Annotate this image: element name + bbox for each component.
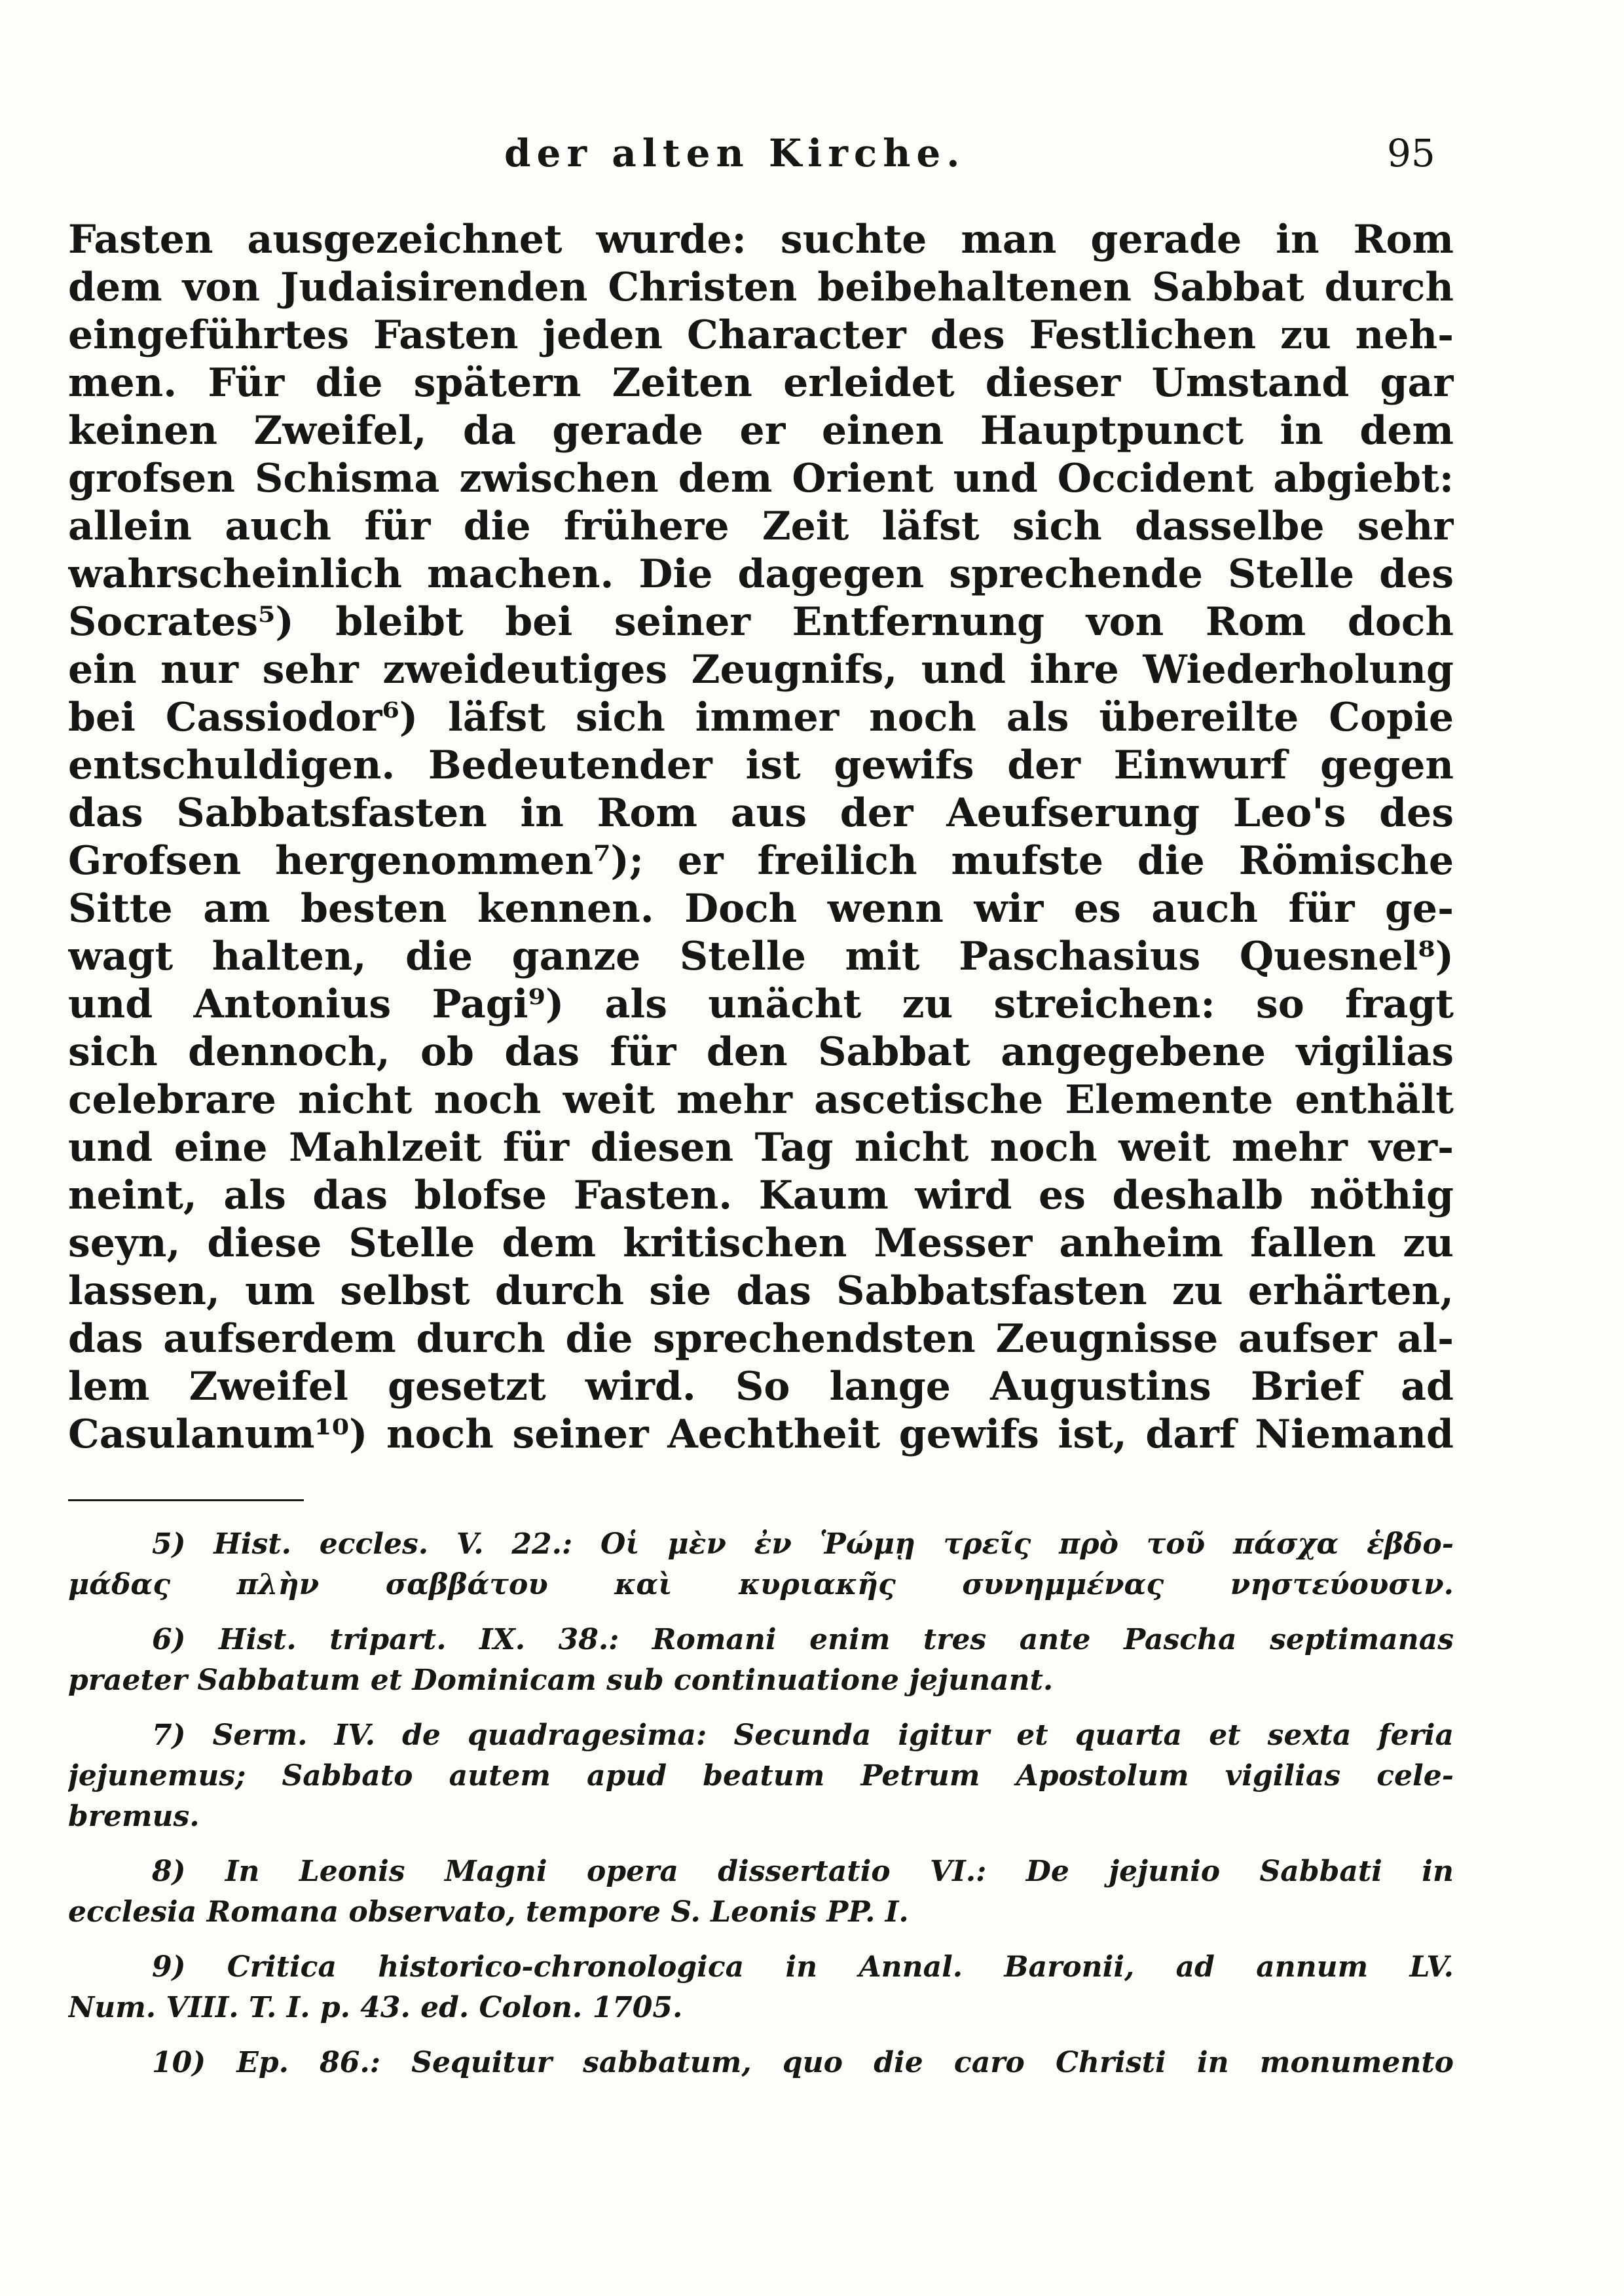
page-number: 95 [1387, 131, 1435, 175]
text-line: das Sabbatsfasten in Rom aus der Aeufserung Leo's des [68, 790, 1454, 836]
footnote-separator [68, 1499, 304, 1501]
text-line: Sitte am besten kennen. Doch wenn wir es auch für ge- [68, 886, 1454, 932]
text-line: dem von Judaisirenden Christen beibehaltenen Sabbat durch [68, 264, 1454, 310]
text-line: Socrates⁵) bleibt bei seiner Entfernung von Rom doch [68, 599, 1454, 645]
footnotes [68, 1524, 1454, 2098]
footnote-line: 8) In Leonis Magni opera dissertatio VI.: De jejunio Sabbati in [152, 1855, 1454, 1888]
text-line: eingeführtes Fasten jeden Character des Festlichen zu neh- [68, 312, 1454, 358]
footnote-line: 5) Hist. eccles. V. 22.: Οἱ μὲν ἐν Ῥώμῃ τρεῖς πρὸ τοῦ πάσχα ἑβδο- [152, 1527, 1454, 1561]
footnote-7 [68, 1715, 1454, 1837]
footnote-line: Num. VIII. T. I. p. 43. ed. Colon. 1705. [68, 1991, 683, 2024]
text-line: allein auch für die frühere Zeit läfst sich dasselbe sehr [68, 503, 1454, 549]
text-line: celebrare nicht noch weit mehr ascetische Elemente enthält [68, 1077, 1454, 1123]
text-line: Grofsen hergenommen⁷); er freilich mufste die Römische [68, 838, 1454, 884]
text-line: men. Für die spätern Zeiten erleidet dieser Umstand gar [68, 360, 1454, 406]
text-line: neint, als das blofse Fasten. Kaum wird es deshalb nöthig [68, 1173, 1454, 1218]
text-line: wagt halten, die ganze Stelle mit Paschasius Quesnel⁸) [68, 934, 1454, 979]
main-text [68, 216, 1454, 1459]
footnote-8 [68, 1851, 1454, 1933]
footnote-line: 10) Ep. 86.: Sequitur sabbatum, quo die caro Christi in monumento [152, 2046, 1454, 2079]
footnote-line: 9) Critica historico-chronologica in Annal. Baronii, ad annum LV. [152, 1950, 1454, 1984]
text-line: keinen Zweifel, da gerade er einen Hauptpunct in dem [68, 408, 1454, 454]
footnote-10 [68, 2043, 1454, 2083]
footnote-line: ecclesia Romana observato, tempore S. Leonis PP. I. [68, 1895, 909, 1929]
text-line: grofsen Schisma zwischen dem Orient und Occident abgiebt: [68, 456, 1454, 501]
text-line: bei Cassiodor⁶) läfst sich immer noch als übereilte Copie [68, 695, 1454, 740]
text-line: und Antonius Pagi⁹) als unächt zu streichen: so fragt [68, 981, 1454, 1027]
text-line: seyn, diese Stelle dem kritischen Messer anheim fallen zu [68, 1220, 1454, 1266]
running-title: der alten Kirche. [504, 131, 966, 175]
footnote-6 [68, 1620, 1454, 1701]
text-line: entschuldigen. Bedeutender ist gewifs der Einwurf gegen [68, 742, 1454, 788]
footnote-line: bremus. [68, 1800, 200, 1833]
footnote-line: μάδας πλὴν σαββάτου καὶ κυριακῆς συνημμένας νηστεύουσιν. [68, 1568, 1454, 1601]
footnote-line: 7) Serm. IV. de quadragesima: Secunda igitur et quarta et sexta feria [152, 1719, 1454, 1752]
text-line: Fasten ausgezeichnet wurde: suchte man gerade in Rom [68, 217, 1454, 263]
text-line: wahrscheinlich machen. Die dagegen sprechende Stelle des [68, 551, 1454, 597]
text-line: sich dennoch, ob das für den Sabbat angegebene vigilias [68, 1029, 1454, 1075]
text-line: das aufserdem durch die sprechendsten Zeugnisse aufser al- [68, 1316, 1454, 1362]
text-line: lem Zweifel gesetzt wird. So lange Augustins Brief ad [68, 1364, 1454, 1410]
page-header [0, 131, 1624, 190]
text-line: lassen, um selbst durch sie das Sabbatsfasten zu erhärten, [68, 1268, 1454, 1314]
text-line: Casulanum¹⁰) noch seiner Aechtheit gewifs ist, darf Niemand [68, 1412, 1454, 1457]
footnote-line: praeter Sabbatum et Dominicam sub continuatione jejunant. [68, 1664, 1054, 1697]
text-line: und eine Mahlzeit für diesen Tag nicht noch weit mehr ver- [68, 1125, 1454, 1171]
footnote-line: 6) Hist. tripart. IX. 38.: Romani enim tres ante Pascha septimanas [152, 1623, 1454, 1656]
footnote-5 [68, 1524, 1454, 1605]
footnote-line: jejunemus; Sabbato autem apud beatum Petrum Apostolum vigilias cele- [68, 1759, 1454, 1793]
text-line: ein nur sehr zweideutiges Zeugnifs, und ihre Wiederholung [68, 647, 1454, 693]
footnote-9 [68, 1947, 1454, 2028]
